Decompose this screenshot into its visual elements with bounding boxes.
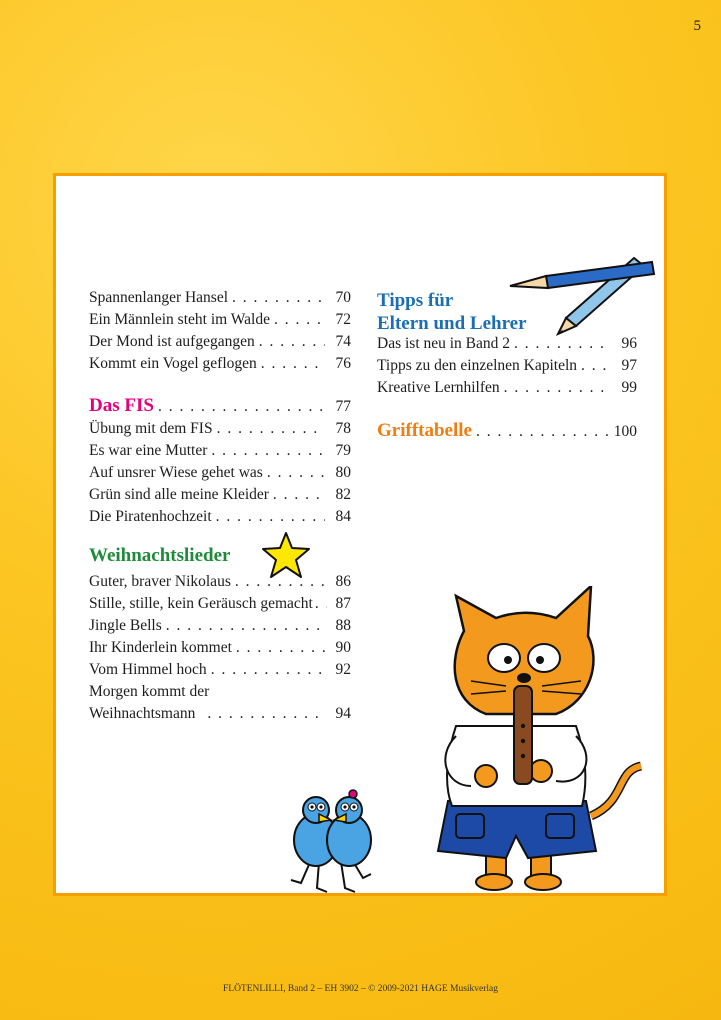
cat-flute-illustration — [416, 586, 648, 894]
toc-entry[interactable]: Ihr Kinderlein kommet . . . 90 — [89, 638, 351, 658]
page-number: 5 — [693, 18, 701, 34]
pencil-dark-blue-icon — [510, 262, 654, 288]
toc-entry[interactable]: Der Mond ist aufgegangen . . . 74 — [89, 332, 351, 352]
toc-entry[interactable]: Stille, stille, kein Geräusch gemacht . . . 87 — [89, 594, 351, 614]
page-footer: FLÖTENLILLI, Band 2 – EH 3902 – © 2009-2021 HAGE Musikverlag — [222, 984, 499, 994]
toc-section-weihnachtslieder[interactable]: Weihnachtslieder — [89, 545, 231, 566]
toc-entry[interactable]: Jingle Bells . . . 88 — [89, 616, 351, 636]
toc-entry[interactable]: Ein Männlein steht im Walde . . . 72 — [89, 310, 351, 330]
toc-entry[interactable]: Es war eine Mutter . . . 79 — [89, 441, 351, 461]
toc-entry[interactable]: Kommt ein Vogel geflogen . . . 76 — [89, 354, 351, 374]
toc-entry[interactable]: Vom Himmel hoch . . . 92 — [89, 660, 351, 680]
toc-entry[interactable]: Tipps zu den einzelnen Kapiteln . . . 97 — [377, 356, 637, 376]
toc-entry[interactable]: Das ist neu in Band 2 . . . 96 — [377, 334, 637, 354]
toc-section-tipps-line2[interactable]: Eltern und Lehrer — [377, 313, 527, 334]
toc-entry[interactable]: Weihnachtsmann . . . 94 — [89, 704, 351, 724]
star-icon — [261, 531, 311, 579]
table-of-contents-panel — [53, 173, 667, 896]
toc-section-tipps-line1[interactable]: Tipps für — [377, 290, 454, 311]
toc-entry[interactable]: Kreative Lernhilfen . . . 99 — [377, 378, 637, 398]
toc-section-grifftabelle[interactable]: Grifftabelle . . . 100 — [377, 421, 637, 442]
pencils-illustration — [506, 248, 656, 338]
toc-entry-line1[interactable]: Morgen kommt der — [89, 683, 210, 700]
toc-entry[interactable]: Die Piratenhochzeit . . . 84 — [89, 507, 351, 527]
toc-entry[interactable]: Spannenlanger Hansel . . . 70 — [89, 288, 351, 308]
birds-illustration — [271, 788, 391, 896]
toc-entry[interactable]: Guter, braver Nikolaus . . . 86 — [89, 572, 351, 592]
toc-entry[interactable]: Grün sind alle meine Kleider . . . 82 — [89, 485, 351, 505]
toc-section-fis[interactable]: Das FIS . . . 77 — [89, 396, 351, 417]
toc-entry[interactable]: Auf unsrer Wiese gehet was . . . 80 — [89, 463, 351, 483]
toc-entry[interactable]: Übung mit dem FIS . . . 78 — [89, 419, 351, 439]
